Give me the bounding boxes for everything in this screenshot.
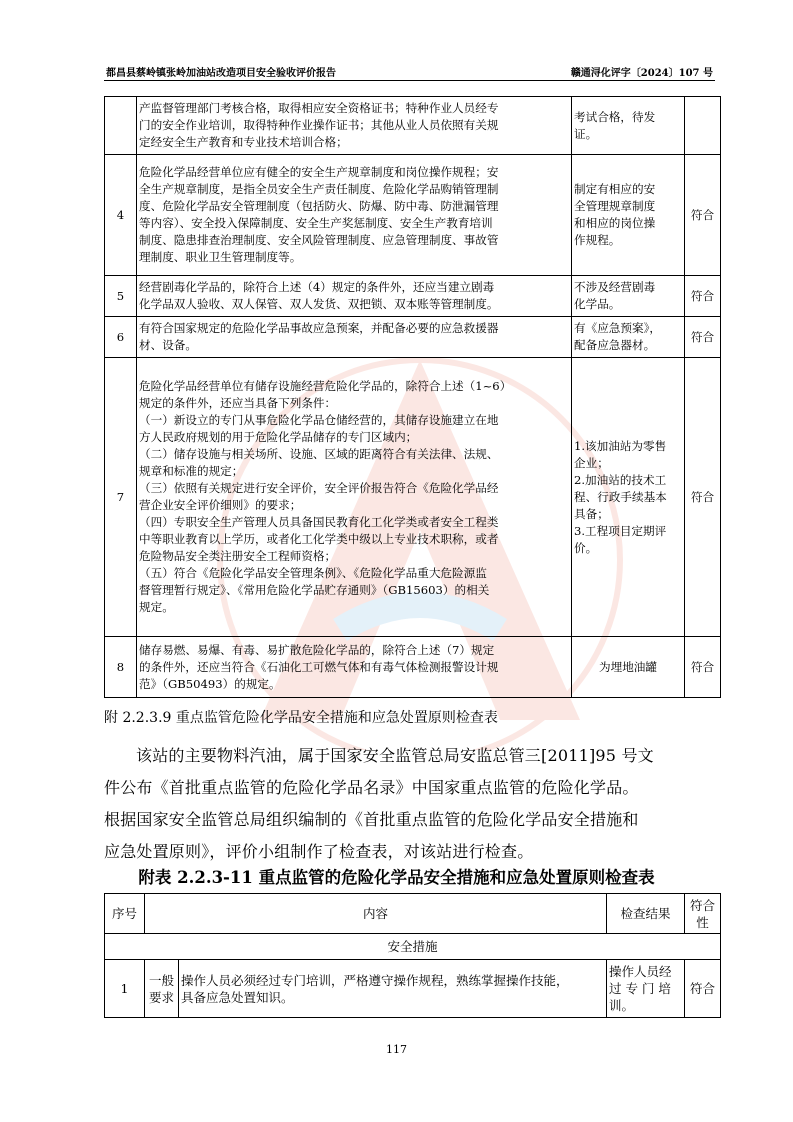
row-result: 为埋地油罐 xyxy=(572,637,685,698)
table-row xyxy=(105,97,721,155)
table-row xyxy=(105,276,721,317)
checklist-table-continued xyxy=(104,96,721,698)
table-row xyxy=(105,358,721,637)
row-category: 一般 要求 xyxy=(145,960,179,1018)
row-compliance: 符合 xyxy=(685,358,721,637)
paragraph-line: 该站的主要物料汽油，属于国家安全监管总局安监总管三[2011]95 号文 xyxy=(136,746,654,765)
hazardous-chemicals-checklist-table xyxy=(104,893,721,1018)
table-header-row xyxy=(105,894,721,934)
section-label: 安全措施 xyxy=(105,934,721,960)
row-number: 1 xyxy=(105,960,145,1018)
row-result: 1.该加油站为零售 企业； 2.加油站的技术工 程、行政手续基本 具备； 3.工程项目定期评 价。 xyxy=(572,358,685,637)
row-content: 产监督管理部门考核合格，取得相应安全资格证书；特种作业人员经专 门的安全作业培训，取得特种作业操作证书；其他从业人员依照有关规 定经安全生产教育和专业技术培训合格； xyxy=(137,97,572,155)
row-number: 4 xyxy=(105,155,137,276)
row-content: 操作人员必须经过专门培训，严格遵守操作规程，熟练掌握操作技能， 具备应急处置知识。 xyxy=(179,960,607,1018)
row-compliance xyxy=(685,97,721,155)
row-content: 危险化学品经营单位有储存设施经营危险化学品的，除符合上述（1~6） 规定的条件外，还应当具备下列条件： （一）新设立的专门从事危险化学品仓储经营的，其储存设施建立在地 方人民政府规划的用于危险化学品储存的专门区域内； （二）储存设施与相关场所、设施、区域的距离符合有关法律、法规、 规章和标准的规定； （三）依照有关规定进行安全评价，安全评价报告符合《危险化学品经 营企业安全评价细则》的要求； （四）专职安全生产管理人员具备国民教育化工化学类或者安全工程类 中等职业教育以上学历，或者化工化学类中级以上专业技术职称，或者 危险物品安全类注册安全工程师资格； （五）符合《危险化学品安全管理条例》、《危险化学品重大危险源监 督管理暂行规定》、《常用危险化学品贮存通则》（GB15603）的相关 规定。 xyxy=(137,358,572,637)
row-number: 7 xyxy=(105,358,137,637)
paragraph-line: 根据国家安全监管总局组织编制的《首批重点监管的危险化学品安全措施和 xyxy=(104,810,639,829)
row-number xyxy=(105,97,137,155)
header-compliance: 符合 性 xyxy=(685,894,721,934)
header-report-number: 赣通浔化评字〔2024〕107 号 xyxy=(570,68,713,79)
row-number: 6 xyxy=(105,317,137,358)
table-row xyxy=(105,155,721,276)
row-number: 5 xyxy=(105,276,137,317)
row-content: 危险化学品经营单位应有健全的安全生产规章制度和岗位操作规程；安 全生产规章制度，是指全员安全生产责任制度、危险化学品购销管理制 度、危险化学品安全管理制度（包括防火、防爆、防中毒、防泄漏管理 等内容）、安全投入保障制度、安全生产奖惩制度、安全生产教育培训 制度、隐患排查治理制度、安全风险管理制度、应急管理制度、事故管 理制度、职业卫生管理制度等。 xyxy=(137,155,572,276)
row-result: 有《应急预案》， 配备应急器材。 xyxy=(572,317,685,358)
row-content: 经营剧毒化学品的，除符合上述（4）规定的条件外，还应当建立剧毒 化学品双人验收、双人保管、双人发货、双把锁、双本账等管理制度。 xyxy=(137,276,572,317)
row-compliance: 符合 xyxy=(685,155,721,276)
table-row xyxy=(105,637,721,698)
header-result: 检查结果 xyxy=(607,894,685,934)
row-content: 有符合国家规定的危险化学品事故应急预案，并配备必要的应急救援器 材、设备。 xyxy=(137,317,572,358)
table-row xyxy=(105,960,721,1018)
row-compliance: 符合 xyxy=(685,960,721,1018)
row-compliance: 符合 xyxy=(685,317,721,358)
header-content: 内容 xyxy=(145,894,607,934)
row-number: 8 xyxy=(105,637,137,698)
row-compliance: 符合 xyxy=(685,637,721,698)
row-result: 操作人员经 过 专 门 培 训。 xyxy=(607,960,685,1018)
row-result: 考试合格，待发 证。 xyxy=(572,97,685,155)
page-header xyxy=(104,60,715,81)
header-report-title: 都昌县蔡岭镇张岭加油站改造项目安全验收评价报告 xyxy=(106,68,336,79)
section-caption: 附 2.2.3.9 重点监管危险化学品安全措施和应急处置原则检查表 xyxy=(104,710,498,726)
paragraph-line: 应急处置原则》，评价小组制作了检查表，对该站进行检查。 xyxy=(104,842,534,861)
table-row xyxy=(105,317,721,358)
page-number: 117 xyxy=(386,1043,407,1056)
row-result: 不涉及经营剧毒 化学品。 xyxy=(572,276,685,317)
row-result: 制定有相应的安 全管理规章制度 和相应的岗位操 作规程。 xyxy=(572,155,685,276)
header-num: 序号 xyxy=(105,894,145,934)
paragraph-line: 件公布《首批重点监管的危险化学品名录》中国家重点监管的危险化学品。 xyxy=(104,778,639,797)
row-content: 储存易燃、易爆、有毒、易扩散危险化学品的，除符合上述（7）规定 的条件外，还应当符合《石油化工可燃气体和有毒气体检测报警设计规 范》（GB50493）的规定。 xyxy=(137,637,572,698)
row-compliance: 符合 xyxy=(685,276,721,317)
section-row xyxy=(105,934,721,960)
table-title: 附表 2.2.3-11 重点监管的危险化学品安全措施和应急处置原则检查表 xyxy=(138,868,655,887)
